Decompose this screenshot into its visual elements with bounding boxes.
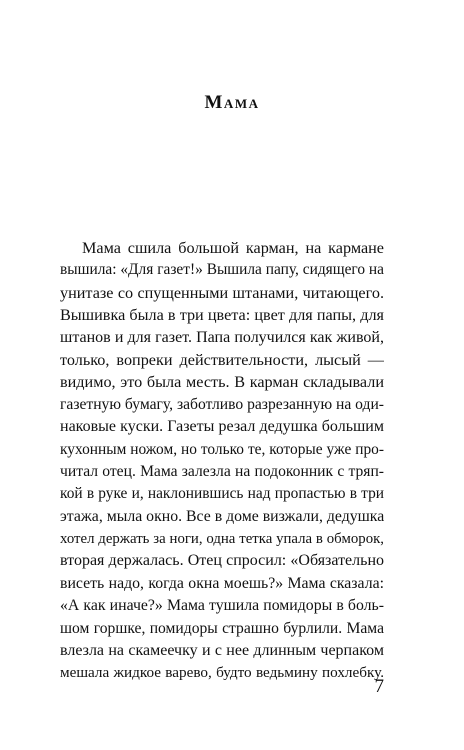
- text-line: хотел держать за ноги, одна тетка упала в обморок,: [60, 531, 384, 548]
- text-line: вышила: «Для газет!» Вышила папу, сидящего на: [60, 261, 384, 279]
- text-line: унитазе со спущенными штанами, читающего.: [60, 283, 384, 302]
- text-line: мешала жидкое варево, будто ведьмину похлебку.: [60, 664, 384, 682]
- chapter-title: Мама: [204, 92, 260, 113]
- page-number: 7: [374, 676, 384, 697]
- text-line: видимо, это была месть. В карман складывали: [60, 373, 384, 392]
- body-paragraph: [60, 237, 384, 685]
- text-line: только, вопреки действительности, лысый —: [60, 350, 384, 369]
- text-line: висеть надо, когда окна моешь?» Мама сказала:: [60, 574, 384, 592]
- text-line: влезла на скамеечку и с нее длинным черпаком: [60, 642, 384, 660]
- text-line: штанов и для газет. Папа получился как живой,: [60, 328, 384, 346]
- text-line: кой в руке и, наклонившись над пропастью в три: [60, 485, 384, 503]
- text-line: «А как иначе?» Мама тушила помидоры в боль-: [60, 597, 384, 615]
- text-line: шом горшке, помидоры страшно бурлили. Мама: [60, 619, 384, 637]
- text-line: Мама сшила большой карман, на кармане: [82, 239, 384, 257]
- text-line: читал отец. Мама залезла на подоконник с тряп-: [60, 462, 384, 480]
- text-line: наковые куски. Газеты резал дедушка большим: [60, 418, 384, 436]
- text-line: газетную бумагу, заботливо разрезанную на оди-: [60, 395, 384, 413]
- text-line: вторая держалась. Отец спросил: «Обязательно: [60, 552, 384, 570]
- text-line: Вышивка была в три цвета: цвет для папы, для: [60, 306, 384, 325]
- text-line: этажа, мыла окно. Все в доме визжали, дедушка: [60, 507, 384, 525]
- text-line: кухонным ножом, но только те, которые уже про-: [60, 440, 384, 458]
